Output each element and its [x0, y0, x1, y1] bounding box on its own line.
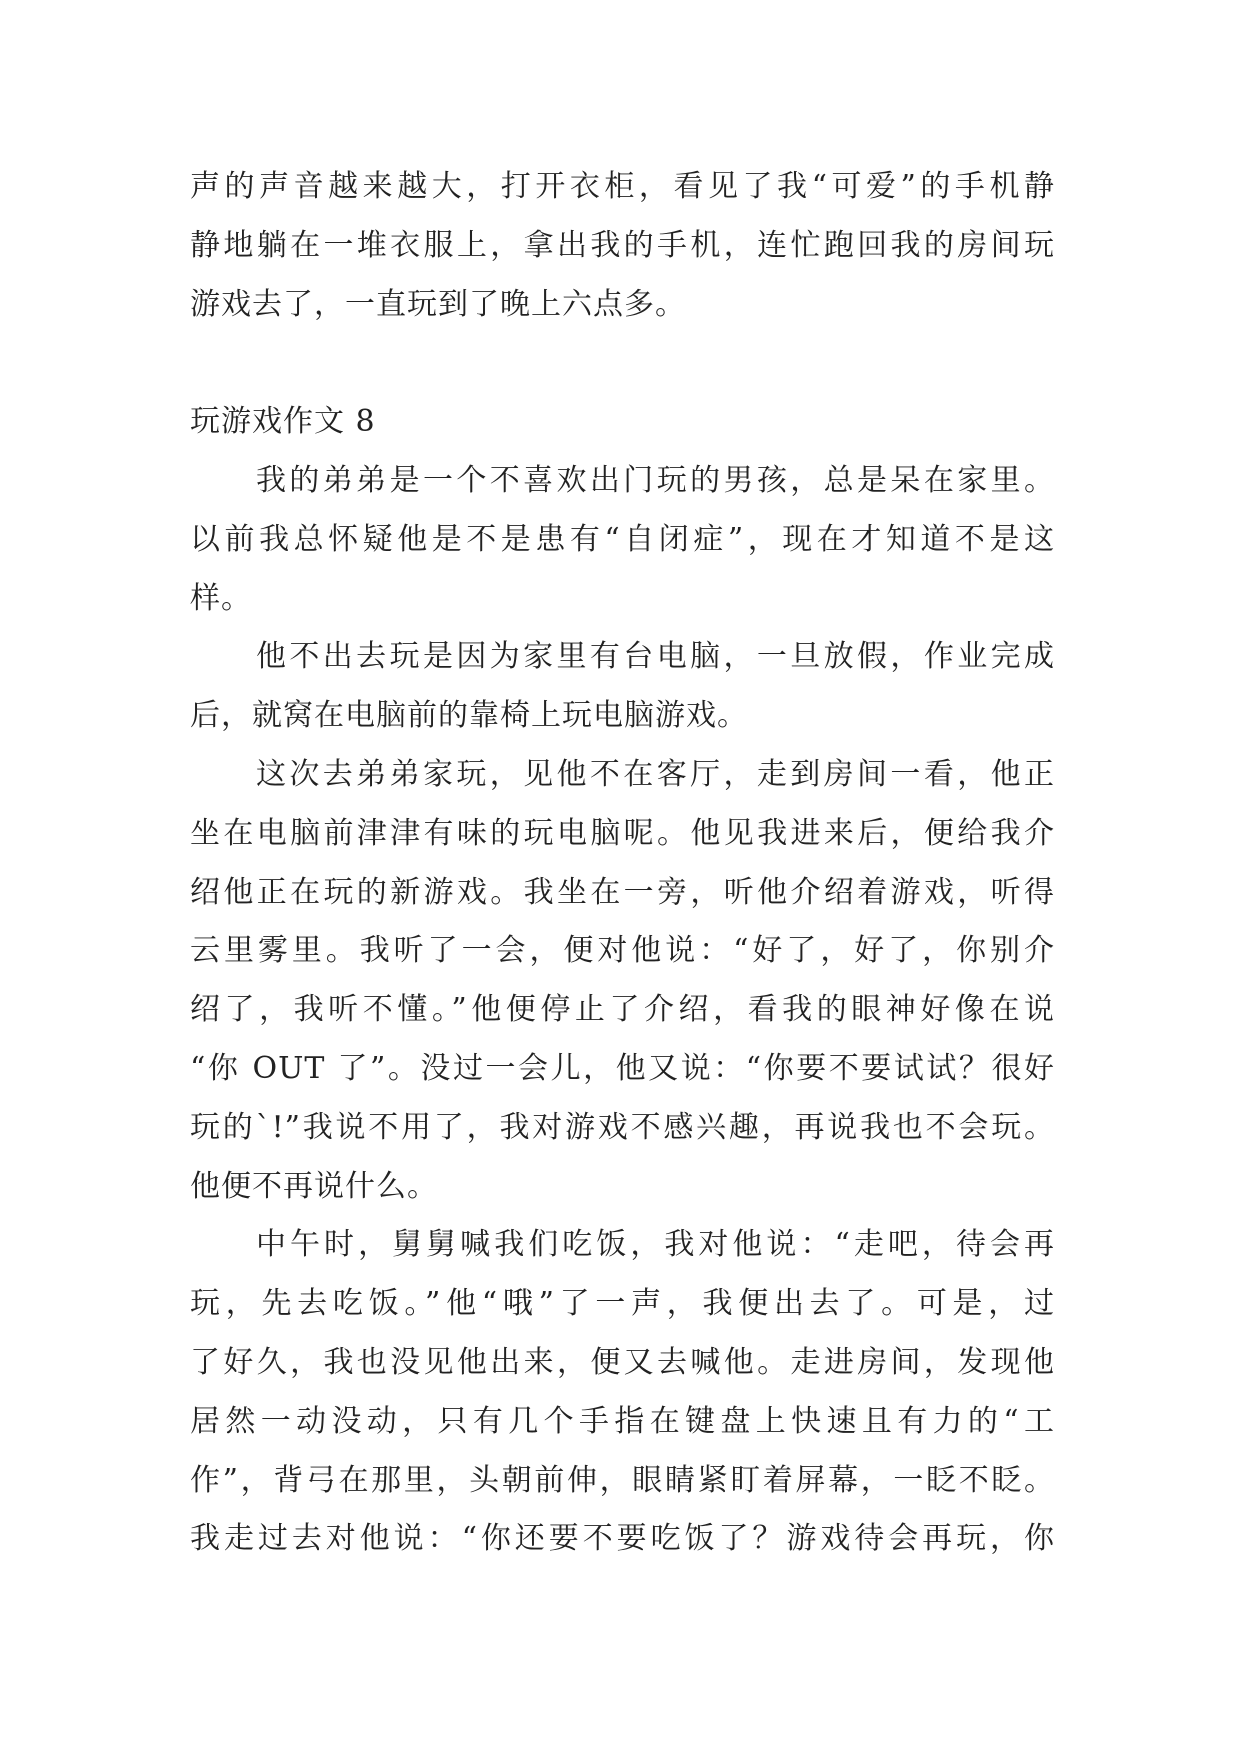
text-line: 他便不再说什么。 [190, 1168, 438, 1204]
text-line: 玩，先去吃饭。”他“哦”了一声，我便出去了。可是，过 [190, 1286, 1055, 1322]
text-line: 以前我总怀疑他是不是患有“自闭症”，现在才知道不是这 [190, 521, 1055, 557]
section-title: 玩游戏作文 8 [190, 404, 376, 440]
text-line: 这次去弟弟家玩，见他不在客厅，走到房间一看，他正 [256, 756, 1055, 792]
paragraph [190, 1216, 1055, 1569]
text-line: 他不出去玩是因为家里有台电脑，一旦放假，作业完成 [256, 639, 1055, 675]
text-line: 声的声音越来越大，打开衣柜，看见了我“可爱”的手机静 [190, 169, 1055, 204]
text-line: 作”，背弓在那里，头朝前伸，眼睛紧盯着屏幕，一眨不眨。 [190, 1462, 1055, 1498]
paragraph-continuation [190, 158, 1055, 334]
text-line: 云里雾里。我听了一会，便对他说：“好了，好了，你别介 [190, 933, 1055, 969]
text-line: 我的弟弟是一个不喜欢出门玩的男孩，总是呆在家里。 [256, 462, 1055, 498]
text-line: 坐在电脑前津津有味的玩电脑呢。他见我进来后，便给我介 [190, 815, 1055, 851]
text-line: 游戏去了，一直玩到了晚上六点多。 [190, 286, 686, 322]
text-line: 绍了，我听不懂。”他便停止了介绍，看我的眼神好像在说 [190, 992, 1055, 1028]
text-line: 玩的`!”我说不用了，我对游戏不感兴趣，再说我也不会玩。 [190, 1109, 1055, 1145]
text-line: 样。 [190, 580, 252, 616]
text-line: 静地躺在一堆衣服上，拿出我的手机，连忙跑回我的房间玩 [190, 227, 1055, 263]
text-line: 绍他正在玩的新游戏。我坐在一旁，听他介绍着游戏，听得 [190, 874, 1055, 910]
text-line: 居然一动没动，只有几个手指在键盘上快速且有力的“工 [190, 1403, 1055, 1439]
paragraph [190, 452, 1055, 628]
text-line: 了好久，我也没见他出来，便又去喊他。走进房间，发现他 [190, 1344, 1055, 1380]
document-body [190, 158, 1055, 1569]
text-line: 中午时，舅舅喊我们吃饭，我对他说：“走吧，待会再 [256, 1227, 1055, 1263]
text-line: 后，就窝在电脑前的靠椅上玩电脑游戏。 [190, 698, 748, 734]
paragraph [190, 628, 1055, 746]
text-line: “你 OUT 了”。没过一会儿，他又说：“你要不要试试？很好 [190, 1050, 1055, 1086]
paragraph [190, 746, 1055, 1216]
text-line: 我走过去对他说：“你还要不要吃饭了？游戏待会再玩，你 [190, 1521, 1055, 1557]
